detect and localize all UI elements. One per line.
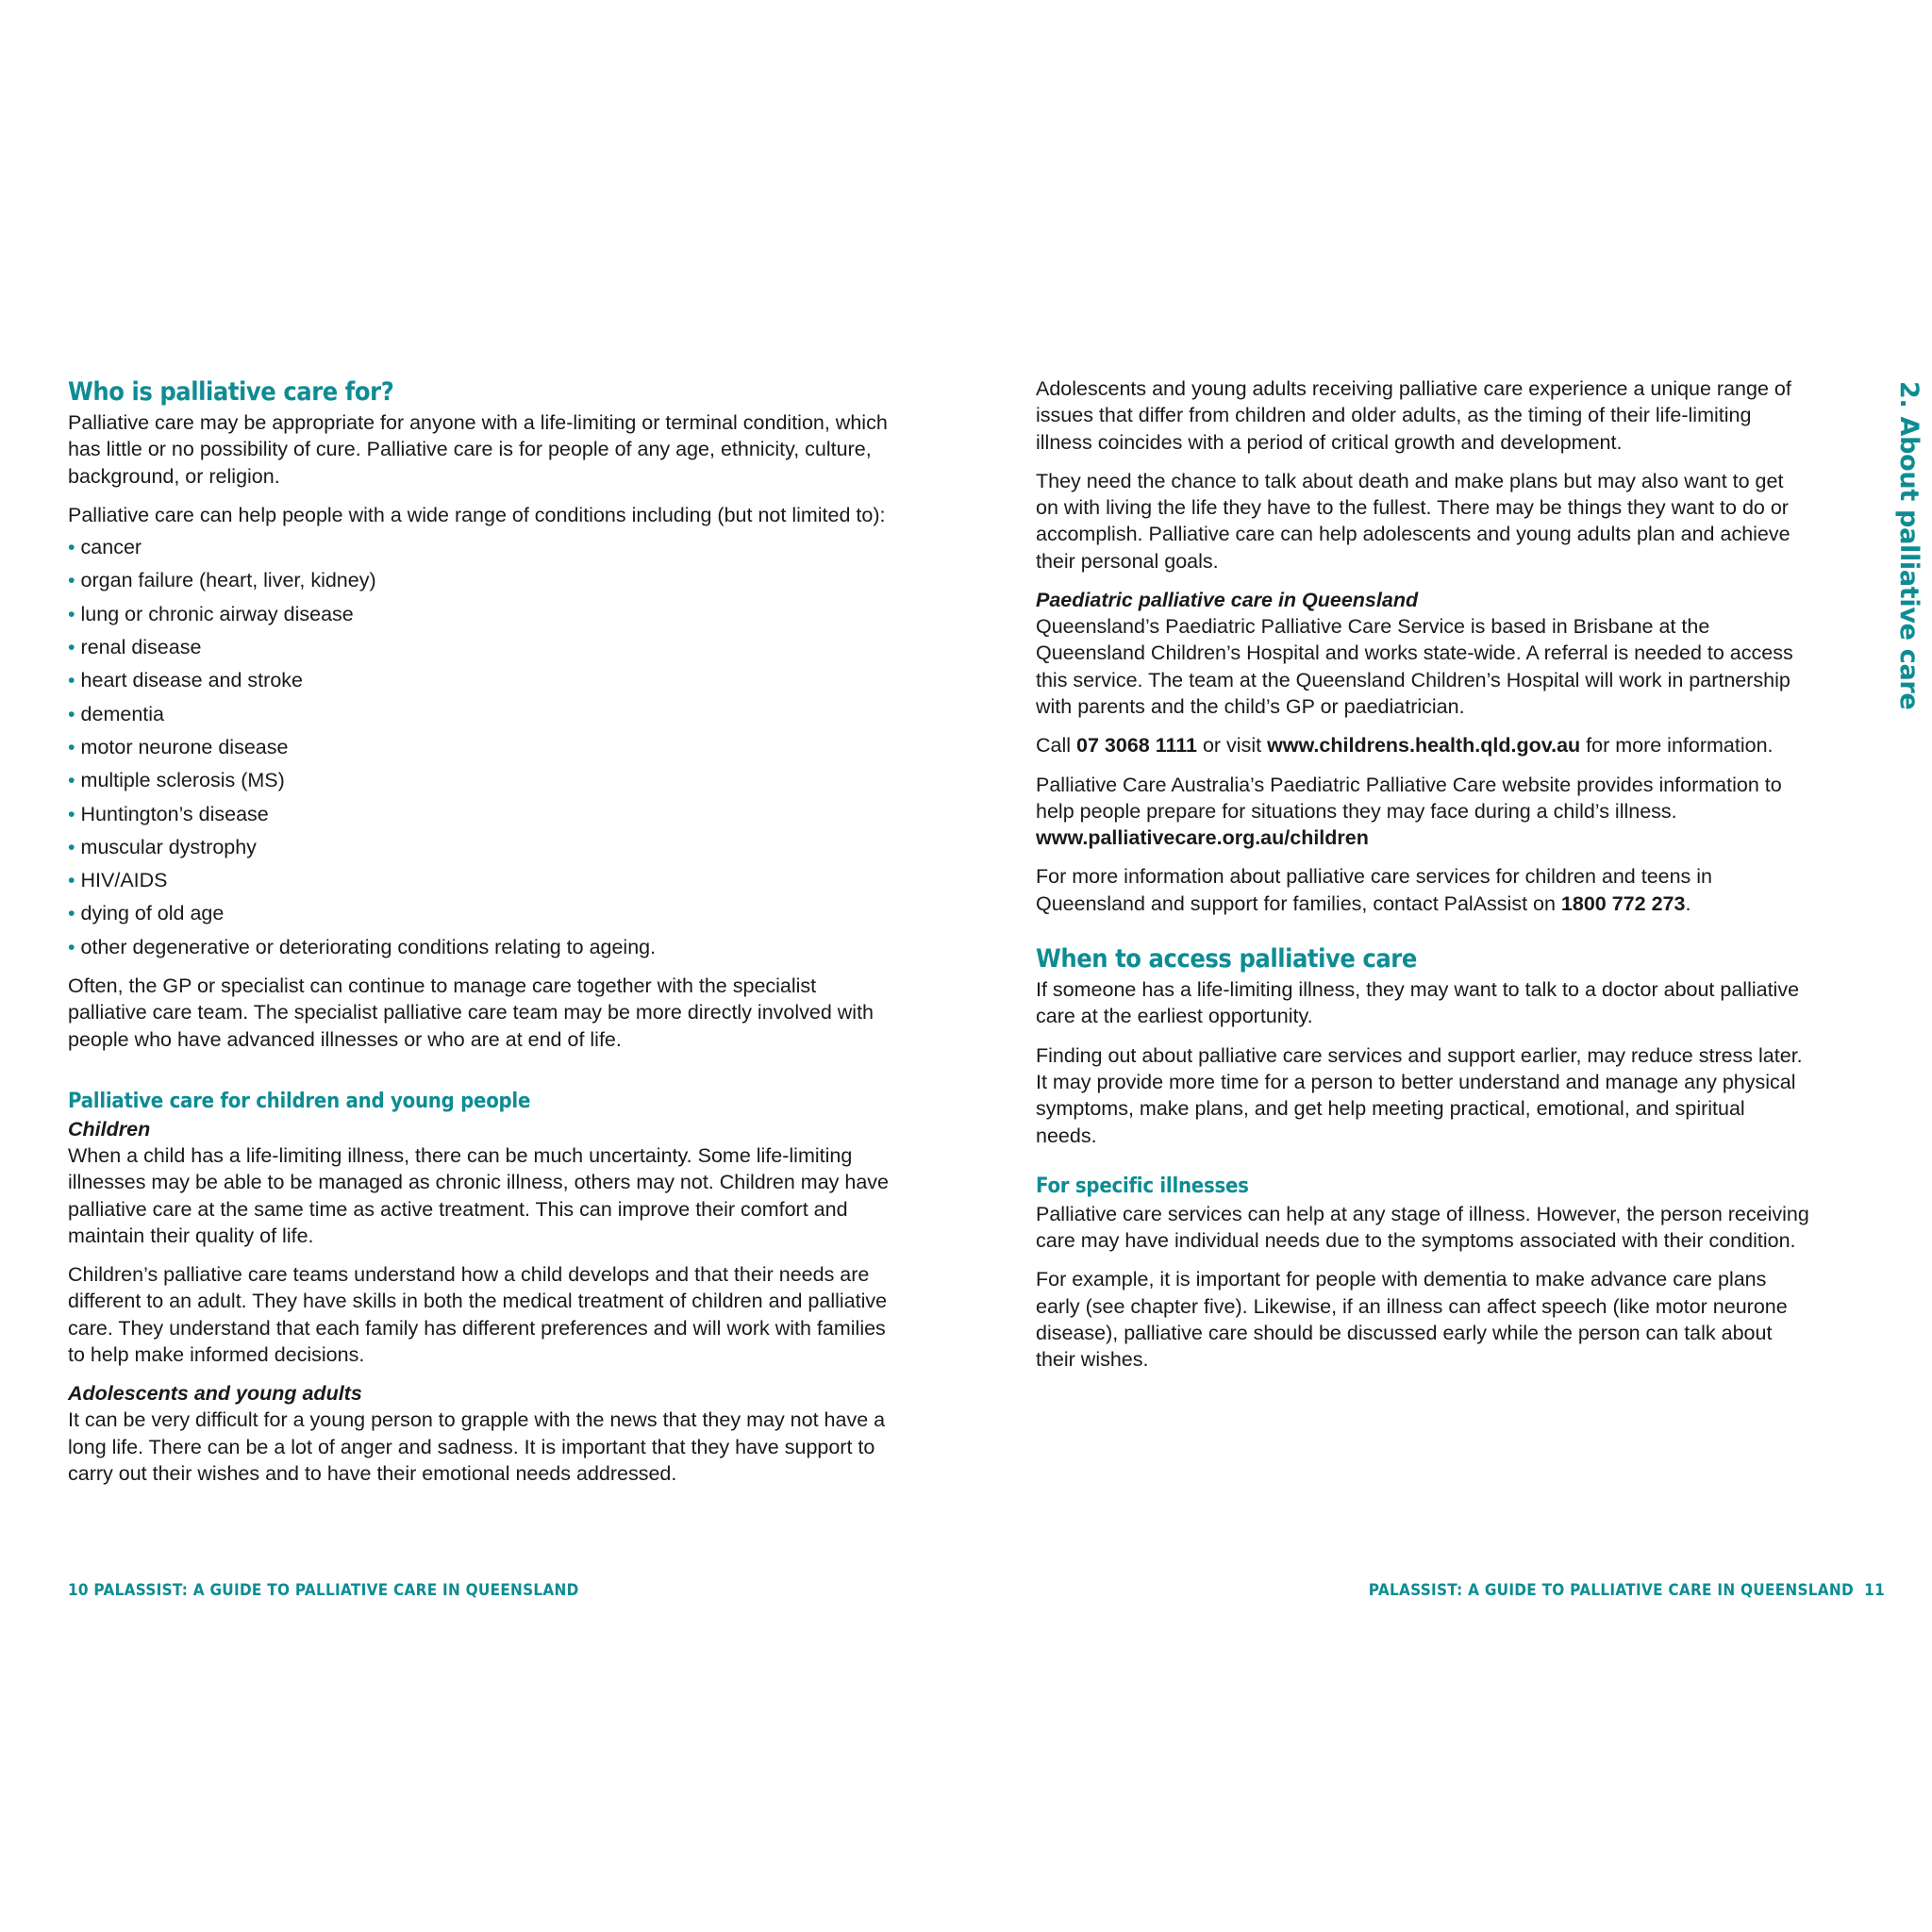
paragraph: If someone has a life-limiting illness, they may want to talk to a doctor about palliative care at the earliest opportunity. [1036,978,1800,1028]
left-page-content [68,375,898,1499]
condition-text: cancer [80,536,142,559]
paragraph: Palliative care services can help at any stage of illness. However, the person receiving care may have individual needs due to the symptoms associated with their condition. [1036,1202,1809,1253]
list-item [68,567,898,593]
list-item [68,734,898,760]
chapter-title: 2. About palliative care [1894,381,1924,710]
list-item [68,667,898,693]
subheading-paediatric: Paediatric palliative care in Queensland [1036,589,1419,612]
list-item [68,601,898,627]
paragraph: Queensland’s Paediatric Palliative Care Service is based in Brisbane at the Queensland Children’s Hospital and works state-wide. A referral is needed to access this service. The team at the Queensland Children’s Hospital will work in partnership with parents and the child’s GP or paediatrician. [1036,615,1793,718]
website-link[interactable]: www.palliativecare.org.au/children [1036,826,1369,850]
conditions-list [68,534,898,960]
heading-who-is-palliative-care-for: Who is palliative care for? [68,377,394,407]
list-item [68,900,898,926]
list-item [68,534,898,560]
text: . [1685,891,1691,915]
list-item [68,934,898,960]
paragraph: When a child has a life-limiting illness, there can be much uncertainty. Some life-limiting illnesses may be able to be managed as chronic illness, others may not. Children may have palliative care at the same time as active treatment. This can improve their comfort and maintain their quality of life. [68,1143,890,1247]
paragraph: Finding out about palliative care services and support earlier, may reduce stress later. It may provide more time for a person to better understand and manage any physical symptoms, make plans, and get help meeting practical, emotional, and spiritual needs. [1036,1043,1803,1147]
phone-number[interactable]: 1800 772 273 [1560,891,1686,915]
text: Call [1036,734,1077,758]
bullet-icon: • [68,735,75,758]
footer-right [1369,1581,1885,1600]
list-item [68,834,898,860]
list-item [68,767,898,793]
chapter-side-tab [1894,381,1932,721]
paragraph: For example, it is important for people with dementia to make advance care plans early (see chapter five). Likewise, if an illness can affect speech (like motor neurone disease), palliative care should be discussed early while the person can talk about their wishes. [1036,1268,1788,1372]
heading-for-specific-illnesses: For specific illnesses [1036,1174,1249,1198]
right-page-content [1036,375,1809,1386]
bullet-icon: • [68,935,75,958]
bullet-icon: • [68,902,75,925]
condition-text: dying of old age [80,902,225,925]
condition-text: Huntington’s disease [80,802,269,825]
bullet-icon: • [68,702,75,725]
contact-paragraph [1036,732,1809,758]
palassist-paragraph [1036,863,1809,917]
condition-text: dementia [80,702,164,725]
paragraph: It can be very difficult for a young person to grapple with the news that they may not have a long life. There can be a lot of anger and sadness. It is important that they have support to carry out their wishes and to have their emotional needs addressed. [68,1408,886,1485]
condition-text: muscular dystrophy [80,835,257,858]
bullet-icon: • [68,869,75,892]
footer-title: PALASSIST: A GUIDE TO PALLIATIVE CARE IN QUEENSLAND [1368,1581,1854,1600]
bullet-icon: • [68,802,75,825]
condition-text: organ failure (heart, liver, kidney) [80,569,376,592]
list-item [68,634,898,660]
bullet-icon: • [68,769,75,792]
subheading-adolescents: Adolescents and young adults [68,1382,362,1406]
condition-text: renal disease [80,636,202,659]
footer-title: PALASSIST: A GUIDE TO PALLIATIVE CARE IN QUEENSLAND [93,1581,579,1600]
bullet-icon: • [68,835,75,858]
website-link[interactable]: www.childrens.health.qld.gov.au [1267,734,1581,758]
condition-text: heart disease and stroke [80,669,303,692]
condition-text: lung or chronic airway disease [80,602,354,625]
bullet-icon: • [68,602,75,625]
bullet-icon: • [68,636,75,659]
text: or visit [1196,734,1268,758]
condition-text: other degenerative or deteriorating conditions relating to ageing. [80,935,657,958]
list-item [68,801,898,827]
bullet-icon: • [68,669,75,692]
page-number: 11 [1864,1581,1885,1600]
list-item [68,867,898,893]
page-number: 10 [68,1581,89,1600]
footer-left [68,1581,579,1600]
condition-text: motor neurone disease [80,735,289,758]
text: For more information about palliative care services for children and teens in Queensland and support for families, contact PalAssist on [1036,865,1713,915]
heading-children-and-young-people: Palliative care for children and young people [68,1089,531,1113]
pca-paragraph [1036,772,1809,852]
phone-number[interactable]: 07 3068 1111 [1076,734,1197,758]
condition-text: HIV/AIDS [80,869,168,892]
text: Palliative Care Australia’s Paediatric Palliative Care website provides information to help people prepare for situations they may face during a child’s illness. [1036,773,1782,823]
paragraph: Children’s palliative care teams understand how a child develops and that their needs are different to an adult. They have skills in both the medical treatment of children and palliative care. They understand that each family has different preferences and will work with families to help make informed decisions. [68,1263,888,1367]
paragraph: Palliative care can help people with a wide range of conditions including (but not limited to): [68,503,886,526]
text: for more information. [1580,734,1774,758]
paragraph: Palliative care may be appropriate for anyone with a life-limiting or terminal condition, which has little or no possibility of cure. Palliative care is for people of any age, ethnicity, culture, background, or religion. [68,411,888,488]
list-item [68,701,898,727]
condition-text: multiple sclerosis (MS) [80,769,285,792]
subheading-children: Children [68,1117,151,1141]
bullet-icon: • [68,569,75,592]
paragraph: They need the chance to talk about death and make plans but may also want to get on with living the life they have to the fullest. There may be things they want to do or accomplish. Palliative care can help adolescents and young adults plan and achieve their personal goals. [1036,469,1790,573]
heading-when-to-access: When to access palliative care [1036,944,1417,974]
paragraph: Often, the GP or specialist can continue to manage care together with the specialist palliative care team. The specialist palliative care team may be more directly involved with people who have advanced illnesses or who are at end of life. [68,974,874,1051]
bullet-icon: • [68,536,75,559]
paragraph: Adolescents and young adults receiving palliative care experience a unique range of issues that differ from children and older adults, as the timing of their life-limiting illness coincides with a period of critical growth and development. [1036,377,1791,454]
